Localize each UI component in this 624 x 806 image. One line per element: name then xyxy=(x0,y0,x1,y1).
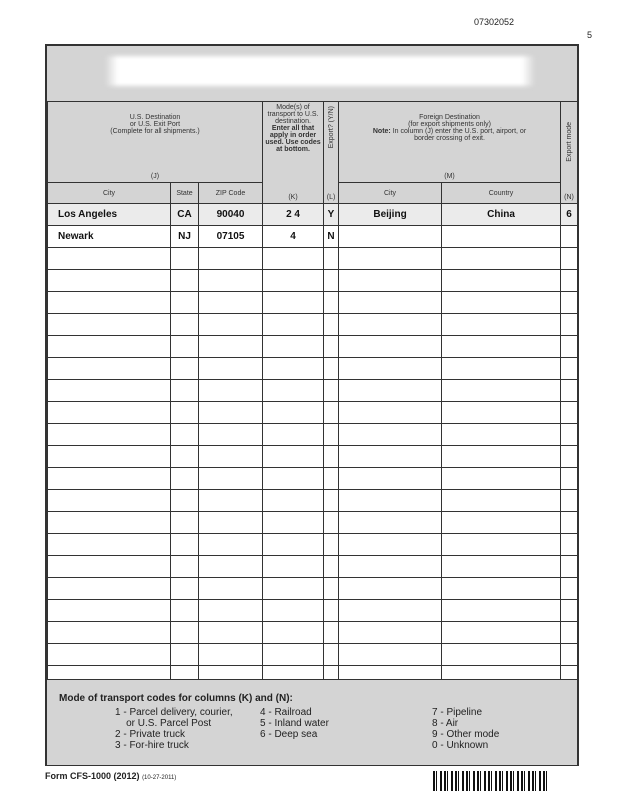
cell-zip[interactable] xyxy=(199,622,263,644)
cell-modes[interactable] xyxy=(263,512,324,534)
cell-country[interactable] xyxy=(442,226,561,248)
cell-city[interactable] xyxy=(48,402,171,424)
col-k-label: (K) xyxy=(288,194,298,201)
us-destination-header xyxy=(48,102,263,183)
legend-col-2 xyxy=(260,707,329,740)
cell-city[interactable] xyxy=(48,380,171,402)
cell-export-mode[interactable] xyxy=(561,622,578,644)
transport-codes-legend xyxy=(47,679,577,765)
legend-item: 6 - Deep sea xyxy=(260,729,318,740)
legend-item: 7 - Pipeline xyxy=(432,707,483,718)
cell-zip[interactable] xyxy=(199,644,263,666)
cell-city[interactable] xyxy=(48,358,171,380)
cell-city[interactable] xyxy=(48,644,171,666)
table-row xyxy=(48,226,578,248)
table-row xyxy=(48,446,578,468)
legend-col-1 xyxy=(115,707,233,751)
state-header: State xyxy=(171,183,199,204)
cell-zip[interactable] xyxy=(199,248,263,270)
cell-modes[interactable] xyxy=(263,358,324,380)
cell-country[interactable] xyxy=(442,490,561,512)
us-destination-text: U.S. Destination or U.S. Exit Port (Complete for all shipments.) xyxy=(110,114,200,135)
cell-country[interactable] xyxy=(442,314,561,336)
cell-zip[interactable]: 07105 xyxy=(199,226,263,248)
cell-export[interactable] xyxy=(324,292,339,314)
cell-zip[interactable] xyxy=(199,600,263,622)
cell-export[interactable] xyxy=(324,270,339,292)
cell-city[interactable] xyxy=(48,578,171,600)
cell-state[interactable] xyxy=(171,578,199,600)
cell-export-mode[interactable] xyxy=(561,380,578,402)
cell-export-mode[interactable] xyxy=(561,402,578,424)
col-l-label: (L) xyxy=(326,194,336,201)
table-row xyxy=(48,402,578,424)
legend-item: or U.S. Parcel Post xyxy=(115,718,212,729)
cell-export-mode[interactable] xyxy=(561,292,578,314)
cell-f-city[interactable] xyxy=(339,600,442,622)
cell-city[interactable] xyxy=(48,314,171,336)
cell-zip[interactable] xyxy=(199,380,263,402)
form-footer xyxy=(45,771,176,781)
cell-export[interactable] xyxy=(324,336,339,358)
cell-export[interactable] xyxy=(324,248,339,270)
cell-modes[interactable] xyxy=(263,402,324,424)
cell-modes[interactable] xyxy=(263,314,324,336)
table-row xyxy=(48,336,578,358)
cell-zip[interactable] xyxy=(199,556,263,578)
cell-country[interactable] xyxy=(442,534,561,556)
foreign-text: Foreign Destination (for export shipments only) xyxy=(408,114,491,128)
legend-item: 1 - Parcel delivery, courier, xyxy=(115,707,233,718)
cell-country[interactable] xyxy=(442,292,561,314)
cell-modes[interactable] xyxy=(263,248,324,270)
redacted-band xyxy=(47,46,577,102)
cell-state[interactable]: CA xyxy=(171,204,199,226)
cell-country[interactable] xyxy=(442,380,561,402)
cell-export[interactable] xyxy=(324,424,339,446)
cell-export-mode[interactable] xyxy=(561,336,578,358)
cell-modes[interactable] xyxy=(263,468,324,490)
cell-export-mode[interactable] xyxy=(561,424,578,446)
cell-f-city[interactable] xyxy=(339,292,442,314)
cell-state[interactable] xyxy=(171,468,199,490)
cell-city[interactable] xyxy=(48,600,171,622)
cell-state[interactable] xyxy=(171,534,199,556)
table-row xyxy=(48,600,578,622)
cell-country[interactable] xyxy=(442,270,561,292)
cell-f-city[interactable] xyxy=(339,380,442,402)
table-row xyxy=(48,380,578,402)
city-header: City xyxy=(48,183,171,204)
col-j-label: (J) xyxy=(150,173,160,180)
table-row xyxy=(48,358,578,380)
export-header xyxy=(324,102,339,204)
cell-f-city[interactable] xyxy=(339,402,442,424)
cell-zip[interactable] xyxy=(199,512,263,534)
legend-item: 4 - Railroad xyxy=(260,707,312,718)
cell-f-city[interactable] xyxy=(339,248,442,270)
cell-export[interactable] xyxy=(324,402,339,424)
cell-country[interactable] xyxy=(442,336,561,358)
mode-text: Mode(s) of transport to U.S. destination. xyxy=(267,104,319,125)
cell-state[interactable] xyxy=(171,292,199,314)
legend-item: 8 - Air xyxy=(432,718,459,729)
cell-modes[interactable] xyxy=(263,424,324,446)
cell-f-city[interactable] xyxy=(339,336,442,358)
cell-f-city[interactable] xyxy=(339,446,442,468)
cell-city[interactable]: Los Angeles xyxy=(48,204,171,226)
cell-zip[interactable] xyxy=(199,534,263,556)
cell-f-city[interactable] xyxy=(339,270,442,292)
cell-state[interactable] xyxy=(171,622,199,644)
foreign-city-header: City xyxy=(339,183,442,204)
note-text: In column (J) enter the U.S. port, airport, or border crossing of exit. xyxy=(390,128,527,142)
cell-export-mode[interactable] xyxy=(561,314,578,336)
cell-f-city[interactable]: Beijing xyxy=(339,204,442,226)
table-row xyxy=(48,534,578,556)
cell-city[interactable] xyxy=(48,490,171,512)
cell-f-city[interactable] xyxy=(339,424,442,446)
page-number: 5 xyxy=(587,30,593,40)
mode-header xyxy=(263,102,324,204)
cell-f-city[interactable] xyxy=(339,226,442,248)
cell-city[interactable] xyxy=(48,248,171,270)
cell-export[interactable]: Y xyxy=(324,204,339,226)
cell-export-mode[interactable] xyxy=(561,446,578,468)
cell-export-mode[interactable] xyxy=(561,490,578,512)
cell-modes[interactable] xyxy=(263,380,324,402)
cell-country[interactable] xyxy=(442,556,561,578)
cell-export[interactable] xyxy=(324,314,339,336)
cell-f-city[interactable] xyxy=(339,490,442,512)
cell-modes[interactable] xyxy=(263,270,324,292)
table-row xyxy=(48,556,578,578)
cell-state[interactable] xyxy=(171,336,199,358)
cell-export-mode[interactable] xyxy=(561,358,578,380)
shipment-table xyxy=(47,101,578,688)
cell-state[interactable] xyxy=(171,248,199,270)
cell-country[interactable] xyxy=(442,358,561,380)
cell-state[interactable]: NJ xyxy=(171,226,199,248)
cell-zip[interactable] xyxy=(199,402,263,424)
cell-f-city[interactable] xyxy=(339,468,442,490)
table-row xyxy=(48,512,578,534)
col-n-label: (N) xyxy=(564,194,574,201)
cell-modes[interactable] xyxy=(263,644,324,666)
barcode xyxy=(433,771,548,791)
form-id: Form CFS-1000 (2012) xyxy=(45,771,140,781)
cell-city[interactable] xyxy=(48,446,171,468)
cell-country[interactable] xyxy=(442,600,561,622)
cell-country[interactable] xyxy=(442,644,561,666)
cell-export[interactable] xyxy=(324,490,339,512)
cell-zip[interactable] xyxy=(199,578,263,600)
cell-export[interactable] xyxy=(324,556,339,578)
cell-export[interactable] xyxy=(324,534,339,556)
cell-country[interactable] xyxy=(442,248,561,270)
cell-export-mode[interactable] xyxy=(561,270,578,292)
cell-modes[interactable]: 2 4 xyxy=(263,204,324,226)
export-text: Export? (Y/N) xyxy=(327,106,335,149)
cell-state[interactable] xyxy=(171,314,199,336)
cell-state[interactable] xyxy=(171,600,199,622)
cell-zip[interactable] xyxy=(199,424,263,446)
cell-modes[interactable] xyxy=(263,336,324,358)
cell-modes[interactable] xyxy=(263,622,324,644)
cell-export-mode[interactable] xyxy=(561,512,578,534)
cell-country[interactable] xyxy=(442,512,561,534)
cell-modes[interactable] xyxy=(263,556,324,578)
cell-export[interactable] xyxy=(324,358,339,380)
cell-zip[interactable]: 90040 xyxy=(199,204,263,226)
country-header: Country xyxy=(442,183,561,204)
cell-export[interactable]: N xyxy=(324,226,339,248)
cell-state[interactable] xyxy=(171,556,199,578)
legend-item: 2 - Private truck xyxy=(115,729,186,740)
cell-city[interactable] xyxy=(48,556,171,578)
shipment-form xyxy=(45,44,579,766)
cell-export-mode[interactable] xyxy=(561,600,578,622)
table-row xyxy=(48,292,578,314)
table-row xyxy=(48,424,578,446)
cell-modes[interactable] xyxy=(263,534,324,556)
cell-country[interactable] xyxy=(442,424,561,446)
cell-export-mode[interactable] xyxy=(561,468,578,490)
cell-f-city[interactable] xyxy=(339,622,442,644)
cell-modes[interactable] xyxy=(263,578,324,600)
table-row xyxy=(48,644,578,666)
cell-city[interactable] xyxy=(48,468,171,490)
cell-export-mode[interactable] xyxy=(561,644,578,666)
redacted-area xyxy=(105,56,535,86)
cell-city[interactable] xyxy=(48,292,171,314)
cell-modes[interactable] xyxy=(263,446,324,468)
cell-zip[interactable] xyxy=(199,490,263,512)
legend-item: 0 - Unknown xyxy=(432,740,489,751)
cell-export[interactable] xyxy=(324,600,339,622)
cell-city[interactable] xyxy=(48,622,171,644)
export-mode-text: Export mode xyxy=(565,122,573,162)
table-row xyxy=(48,468,578,490)
cell-modes[interactable] xyxy=(263,600,324,622)
cell-state[interactable] xyxy=(171,270,199,292)
cell-state[interactable] xyxy=(171,512,199,534)
cell-export-mode[interactable] xyxy=(561,578,578,600)
cell-state[interactable] xyxy=(171,424,199,446)
table-row xyxy=(48,622,578,644)
cell-country[interactable] xyxy=(442,468,561,490)
cell-f-city[interactable] xyxy=(339,644,442,666)
cell-city[interactable] xyxy=(48,336,171,358)
cell-modes[interactable] xyxy=(263,490,324,512)
cell-city[interactable] xyxy=(48,512,171,534)
note-label: Note: xyxy=(372,128,391,135)
legend-col-3 xyxy=(432,707,499,751)
cell-zip[interactable] xyxy=(199,336,263,358)
cell-export-mode[interactable] xyxy=(561,248,578,270)
cell-zip[interactable] xyxy=(199,292,263,314)
legend-item: 5 - Inland water xyxy=(260,718,329,729)
cell-f-city[interactable] xyxy=(339,512,442,534)
cell-f-city[interactable] xyxy=(339,358,442,380)
cell-city[interactable]: Newark xyxy=(48,226,171,248)
cell-state[interactable] xyxy=(171,358,199,380)
cell-export[interactable] xyxy=(324,512,339,534)
table-row xyxy=(48,314,578,336)
cell-f-city[interactable] xyxy=(339,534,442,556)
cell-country[interactable] xyxy=(442,402,561,424)
cell-city[interactable] xyxy=(48,424,171,446)
cell-zip[interactable] xyxy=(199,446,263,468)
mode-instructions: Enter all that apply in order used. Use codes at bottom. xyxy=(265,125,321,153)
cell-export-mode[interactable] xyxy=(561,226,578,248)
cell-city[interactable] xyxy=(48,534,171,556)
cell-city[interactable] xyxy=(48,270,171,292)
foreign-destination-header xyxy=(339,102,561,183)
table-row xyxy=(48,578,578,600)
table-row xyxy=(48,248,578,270)
legend-item: 9 - Other mode xyxy=(432,729,500,740)
cell-export-mode[interactable]: 6 xyxy=(561,204,578,226)
cell-export[interactable] xyxy=(324,622,339,644)
cell-country[interactable] xyxy=(442,446,561,468)
cell-zip[interactable] xyxy=(199,468,263,490)
document-number: 07302052 xyxy=(474,17,515,27)
cell-state[interactable] xyxy=(171,644,199,666)
cell-f-city[interactable] xyxy=(339,578,442,600)
cell-export-mode[interactable] xyxy=(561,556,578,578)
cell-modes[interactable] xyxy=(263,292,324,314)
legend-title: Mode of transport codes for columns (K) and (N): xyxy=(59,693,293,704)
cell-export[interactable] xyxy=(324,446,339,468)
cell-f-city[interactable] xyxy=(339,556,442,578)
cell-f-city[interactable] xyxy=(339,314,442,336)
cell-export[interactable] xyxy=(324,578,339,600)
cell-country[interactable] xyxy=(442,622,561,644)
table-row xyxy=(48,204,578,226)
export-mode-header xyxy=(561,102,578,204)
zip-header: ZIP Code xyxy=(199,183,263,204)
cell-country[interactable]: China xyxy=(442,204,561,226)
cell-zip[interactable] xyxy=(199,314,263,336)
col-m-label: (M) xyxy=(444,173,455,180)
legend-item: 3 - For-hire truck xyxy=(115,740,189,751)
cell-state[interactable] xyxy=(171,380,199,402)
cell-zip[interactable] xyxy=(199,358,263,380)
cell-export[interactable] xyxy=(324,380,339,402)
cell-state[interactable] xyxy=(171,490,199,512)
cell-state[interactable] xyxy=(171,446,199,468)
cell-country[interactable] xyxy=(442,578,561,600)
cell-modes[interactable]: 4 xyxy=(263,226,324,248)
cell-export[interactable] xyxy=(324,644,339,666)
cell-state[interactable] xyxy=(171,402,199,424)
cell-export-mode[interactable] xyxy=(561,534,578,556)
form-date: (10-27-2011) xyxy=(142,775,177,781)
cell-zip[interactable] xyxy=(199,270,263,292)
cell-export[interactable] xyxy=(324,468,339,490)
table-row xyxy=(48,270,578,292)
table-row xyxy=(48,490,578,512)
